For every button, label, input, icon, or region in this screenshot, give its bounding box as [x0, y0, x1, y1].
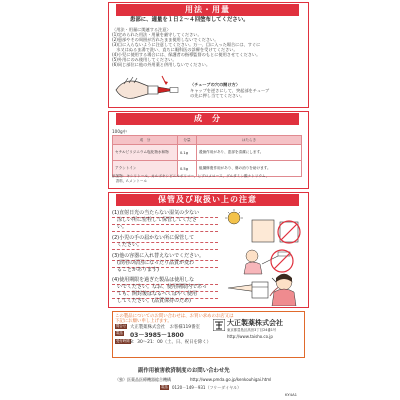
storage-divider — [112, 224, 218, 225]
storage-item-line: (2)小児の手の届かない所に保管して — [112, 235, 195, 241]
storage-divider — [112, 231, 218, 232]
ingredient-name: アラントイン — [113, 161, 178, 177]
maker-url: http://www.taisho.co.jp — [227, 334, 273, 339]
package-insert — [100, 0, 315, 400]
taisho-logo-icon — [213, 319, 225, 331]
storage-item-line: ることがあります) — [112, 267, 159, 273]
ingredient-amount: 0.5g — [178, 161, 197, 177]
additives-line: 香料，ℓ-メントール — [112, 179, 148, 183]
tel-label: 電話 — [116, 331, 123, 335]
ingredients-table — [112, 135, 302, 177]
usage-main-instruction: 患部に、適量を１日２～４回塗布してください。 — [130, 17, 249, 23]
tube-caption-title: 〈チューブの穴の開け方〉 — [190, 82, 240, 87]
storage-item-line: ください。 — [112, 242, 143, 248]
contact-intro-line: この製品についてのお問い合わせは、お買い求めのお店又は — [115, 314, 234, 319]
usage-note: (2)患部やその周囲が汚れたまま使用しないでください。 — [112, 37, 219, 42]
storage-item-line: いでください。なお、使用期限内であっ — [112, 284, 207, 290]
ingredient-effect: 殺菌作用があり、患部を清潔にします。 — [197, 145, 302, 161]
additives-line: 添加物：キシリトール，カルボキシビニルポリマー，ヒプロメロース，グルタミン酸ナトリウム， — [112, 174, 270, 178]
ingredient-amount: 0.1g — [178, 145, 197, 161]
tube-caption-line: の先に押し当ててください。 — [190, 93, 245, 98]
contact-intro-line: 下記にお願い申し上げます。 — [115, 319, 172, 324]
contact-hours: 8：30～21：00（土、日、祝日を除く） — [130, 340, 212, 345]
woman-calendar-illustration — [248, 270, 306, 306]
sunlight-storage-illustration — [222, 208, 304, 246]
usage-note: 水又はぬるま湯で洗い、直ちに眼科医の診療を受けてください。 — [112, 47, 238, 52]
storage-item-line: (1)直射日光の当たらない湿気の少ない — [112, 210, 200, 216]
usage-note: (6)同じ部位に他の外用薬と併用しないでください。 — [112, 62, 211, 67]
usage-note: (4)小児に使用する場合には、保護者の指導監督のもとに使用させてください。 — [112, 52, 261, 57]
relief-org: （独）医薬品医療機器総合機構 — [115, 377, 171, 382]
tube-opening-illustration — [114, 68, 184, 104]
relief-title: 副作用被害救済制度のお問い合わせ先 — [138, 368, 230, 374]
storage-item-line: 涼しい所に密栓して保管してくださ — [112, 217, 198, 223]
storage-item-line: い。 — [112, 224, 128, 230]
relief-tel-label: 電話 — [161, 385, 168, 389]
relief-url: http://www.pmda.go.jp/kenkouhigai.html — [190, 377, 272, 382]
ingredient-name: セチルピリジニウム塩化物水和物 — [113, 145, 178, 161]
contact-department: 大正製薬株式会社 お客様119番室 — [130, 325, 200, 330]
ingredients-basis: 100g中 — [112, 129, 127, 134]
table-row — [113, 145, 302, 161]
storage-item-line: (4)使用期限を過ぎた製品は使用しな — [112, 277, 195, 283]
usage-header: 用法・用量 — [116, 4, 299, 16]
storage-item-line: してください。(品質保持のため) — [112, 298, 191, 304]
maker-name: 大正製薬株式会社 — [227, 319, 283, 327]
storage-item-line: ても、開封後はなるべくはやく使用 — [112, 291, 198, 297]
col-header-ingredient: 成 分 — [113, 136, 178, 145]
hours-label: 受付時間 — [116, 339, 130, 343]
storage-divider — [112, 249, 218, 250]
maker-address: 東京都豊島区高田3丁目24番1号 — [227, 328, 277, 332]
relief-phone: 0120－149－931（フリーダイヤル） — [172, 385, 242, 390]
col-header-amount: 分量 — [178, 136, 197, 145]
usage-note: (3)目に入らないように注意してください。万一、目に入った場合には、すぐに — [112, 42, 261, 47]
usage-note: (5)外用にのみ使用してください。 — [112, 57, 177, 62]
storage-item-line: (誤用の原因になったり品質が変わ — [112, 260, 194, 266]
ingredients-header-row — [113, 136, 302, 145]
ingredient-effect: 組織修復作用があり、傷の治りを助けます。 — [197, 161, 302, 177]
storage-header: 保管及び取扱い上の注意 — [116, 194, 299, 206]
contact-badge: 問合せ — [116, 324, 127, 328]
storage-item-line: (3)他の容器に入れ替えないでください。 — [112, 253, 205, 259]
contact-phone: 03－3985－1800 — [130, 332, 184, 339]
ingredients-header: 成 分 — [116, 113, 299, 125]
tube-caption-line: キャップを逆さにして、突起部をチューブ — [190, 88, 270, 93]
usage-notes-title: 〈用法・用量に関連する注意〉 — [112, 27, 171, 32]
usage-note: (1)定められた用法・用量を厳守してください。 — [112, 32, 202, 37]
document-code: KY4A1 — [285, 392, 298, 397]
col-header-effect: はたらき — [197, 136, 302, 145]
